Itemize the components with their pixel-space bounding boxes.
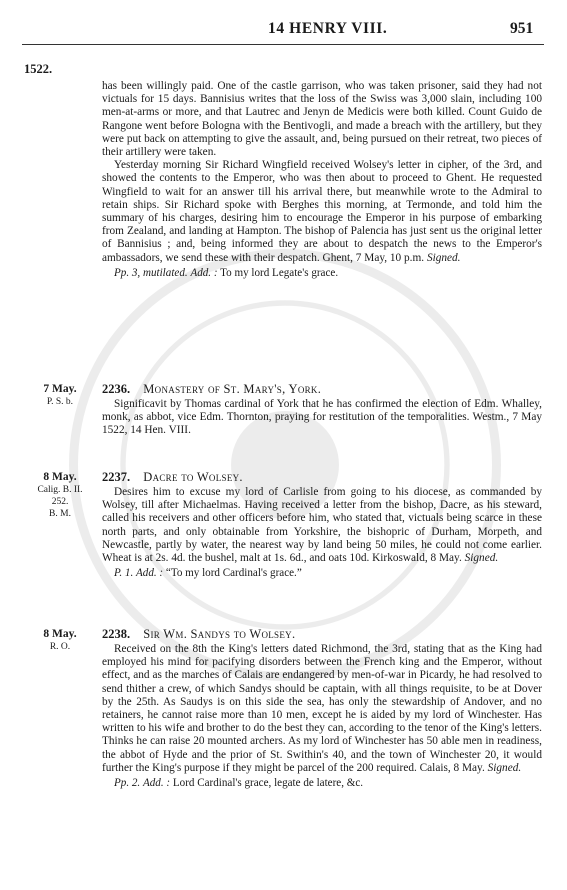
entry-title: Dacre to Wolsey. [143, 470, 243, 484]
page-number: 951 [510, 20, 534, 37]
header-rule [22, 44, 544, 45]
continuation-paragraph: Yesterday morning Sir Richard Wingfield received Wolsey's letter in cipher, of the 3rd, and showed the contents to the Emperor, who was then about to proceed to Ghent. He requested Wingfield to wait for an answer till his arrival there, but meanwhile wrote to the Admiral to retain ships. Sir Richard spoke with Berghes this morning, at Termonde, and told him the summary of his charges, desiring him to encourage the Emperor in his purpose of embarking from Zealand, and landing at Hampton. The bishop of Palencia has just sent us the original letter of Bannisius ; and, being informed they are about to despatch the news to the Emperor's ambassadors, we send these with their despatch. Ghent, 7 May, 10 p.m. Signed. [102, 159, 542, 264]
entry-source: B. M. [49, 509, 71, 519]
margin-year: 1522. [24, 62, 53, 76]
entry-margin [22, 470, 98, 520]
entry-note: P. 1. Add. : “To my lord Cardinal's grace.” [114, 567, 302, 580]
entry-number: 2236. [102, 382, 131, 396]
entry-heading [102, 627, 542, 642]
entry-body [102, 627, 542, 790]
entry-heading [102, 470, 542, 485]
signed-mark: Signed. [426, 251, 461, 264]
entry-date: 8 May. [43, 628, 77, 640]
entry-body [102, 470, 542, 580]
entry-title: Sir Wm. Sandys to Wolsey. [143, 627, 296, 641]
entry-text: Desires him to excuse my lord of Carlisle from going to his diocese, as commanded by Wolsey, till after Michaelmas. Having received a letter from the bishop, Dacre, as his steward, called his receivers and other officers before him, who stated that, victuals being scarce in these north parts, and only obtainable from Yorkshire, the bishopric of Durham, Morpeth, and Newcastle, partly by water, the nearest way by land being 50 miles, he could not come earlier. Wheat is at 2s. 4d. the bushel, malt at 1s. 6d., and oats 10d. Kirkoswald, 8 May. Signed. [102, 486, 542, 565]
entry-number: 2238. [102, 627, 131, 641]
entry-note: Pp. 3, mutilated. Add. : To my lord Legate's grace. [114, 266, 339, 279]
entry-text: Received on the 8th the King's letters dated Richmond, the 3rd, stating that as the King had employed his mind for pacifying disorders between the French king and the Emperor, without effect, and as the marches of Calais are endangered by men-of-war in Picardy, he had resolved to send thither a crew, of which Sandys should be captain, with all things requisite, to be at Dover by the 25th. As Saudys is on this side the sea, has only the stewardship of Andover, and no retainers, he cannot raise more than 10 men, except he is aided by my lord of Winchester. Has written to his wife and brother to do the best they can, according to the tenor of the King's letters. Thinks he can raise 20 mounted archers. As my lord of Winchester has 50 able men in readiness, the abbot of Hyde and the prior of St. Swithin's 40, and the town of Winchester 20, it would further the King's purpose if they might be parcel of the 200 required. Calais, 8 May. Signed. [102, 643, 542, 774]
entry-date: 8 May. [43, 471, 77, 483]
continuation-paragraph: has been willingly paid. One of the castle garrison, who was taken prisoner, said they had not victuals for 15 days. Bannisius writes that the loss of the Swiss was 3,000 slain, including 100 men-at-arms or more, and that Lautrec and Jenyn de Medicis were both killed. Count Guido de Rangone went before Bologna with the Bentivogli, and made a breach with the artillery, but they were put back on attempting to give the assault, and, being pursued on their retreat, two pieces of their artillery were taken. [102, 80, 542, 159]
entry-note: Pp. 2. Add. : Lord Cardinal's grace, legate de latere, &c. [114, 777, 364, 790]
entry-continuation [102, 80, 542, 280]
running-head [0, 18, 567, 42]
entry-margin [22, 382, 98, 408]
entry-source: R. O. [49, 642, 71, 652]
seal-watermark [60, 240, 510, 690]
entry-title: Monastery of St. Mary's, York. [143, 382, 322, 396]
entry-source: Calig. B. II. [37, 485, 83, 495]
signed-mark: Signed. [487, 761, 522, 774]
entry-body [102, 382, 542, 438]
signed-mark: Signed. [464, 552, 499, 565]
entry-date: 7 May. [43, 383, 77, 395]
entry-number: 2237. [102, 470, 131, 484]
entry-text: Significavit by Thomas cardinal of York that he has confirmed the election of Edm. Whalley, monk, as abbot, vice Edm. Thornton, praying for restitution of the temporalities. Westm., 7 May 1522, 14 Hen. VIII. [102, 398, 542, 437]
entry-heading [102, 382, 542, 397]
entry-source: P. S. b. [46, 397, 74, 407]
entry-margin [22, 627, 98, 653]
entry-source: 252. [51, 497, 69, 507]
running-title: 14 HENRY VIII. [268, 20, 388, 37]
